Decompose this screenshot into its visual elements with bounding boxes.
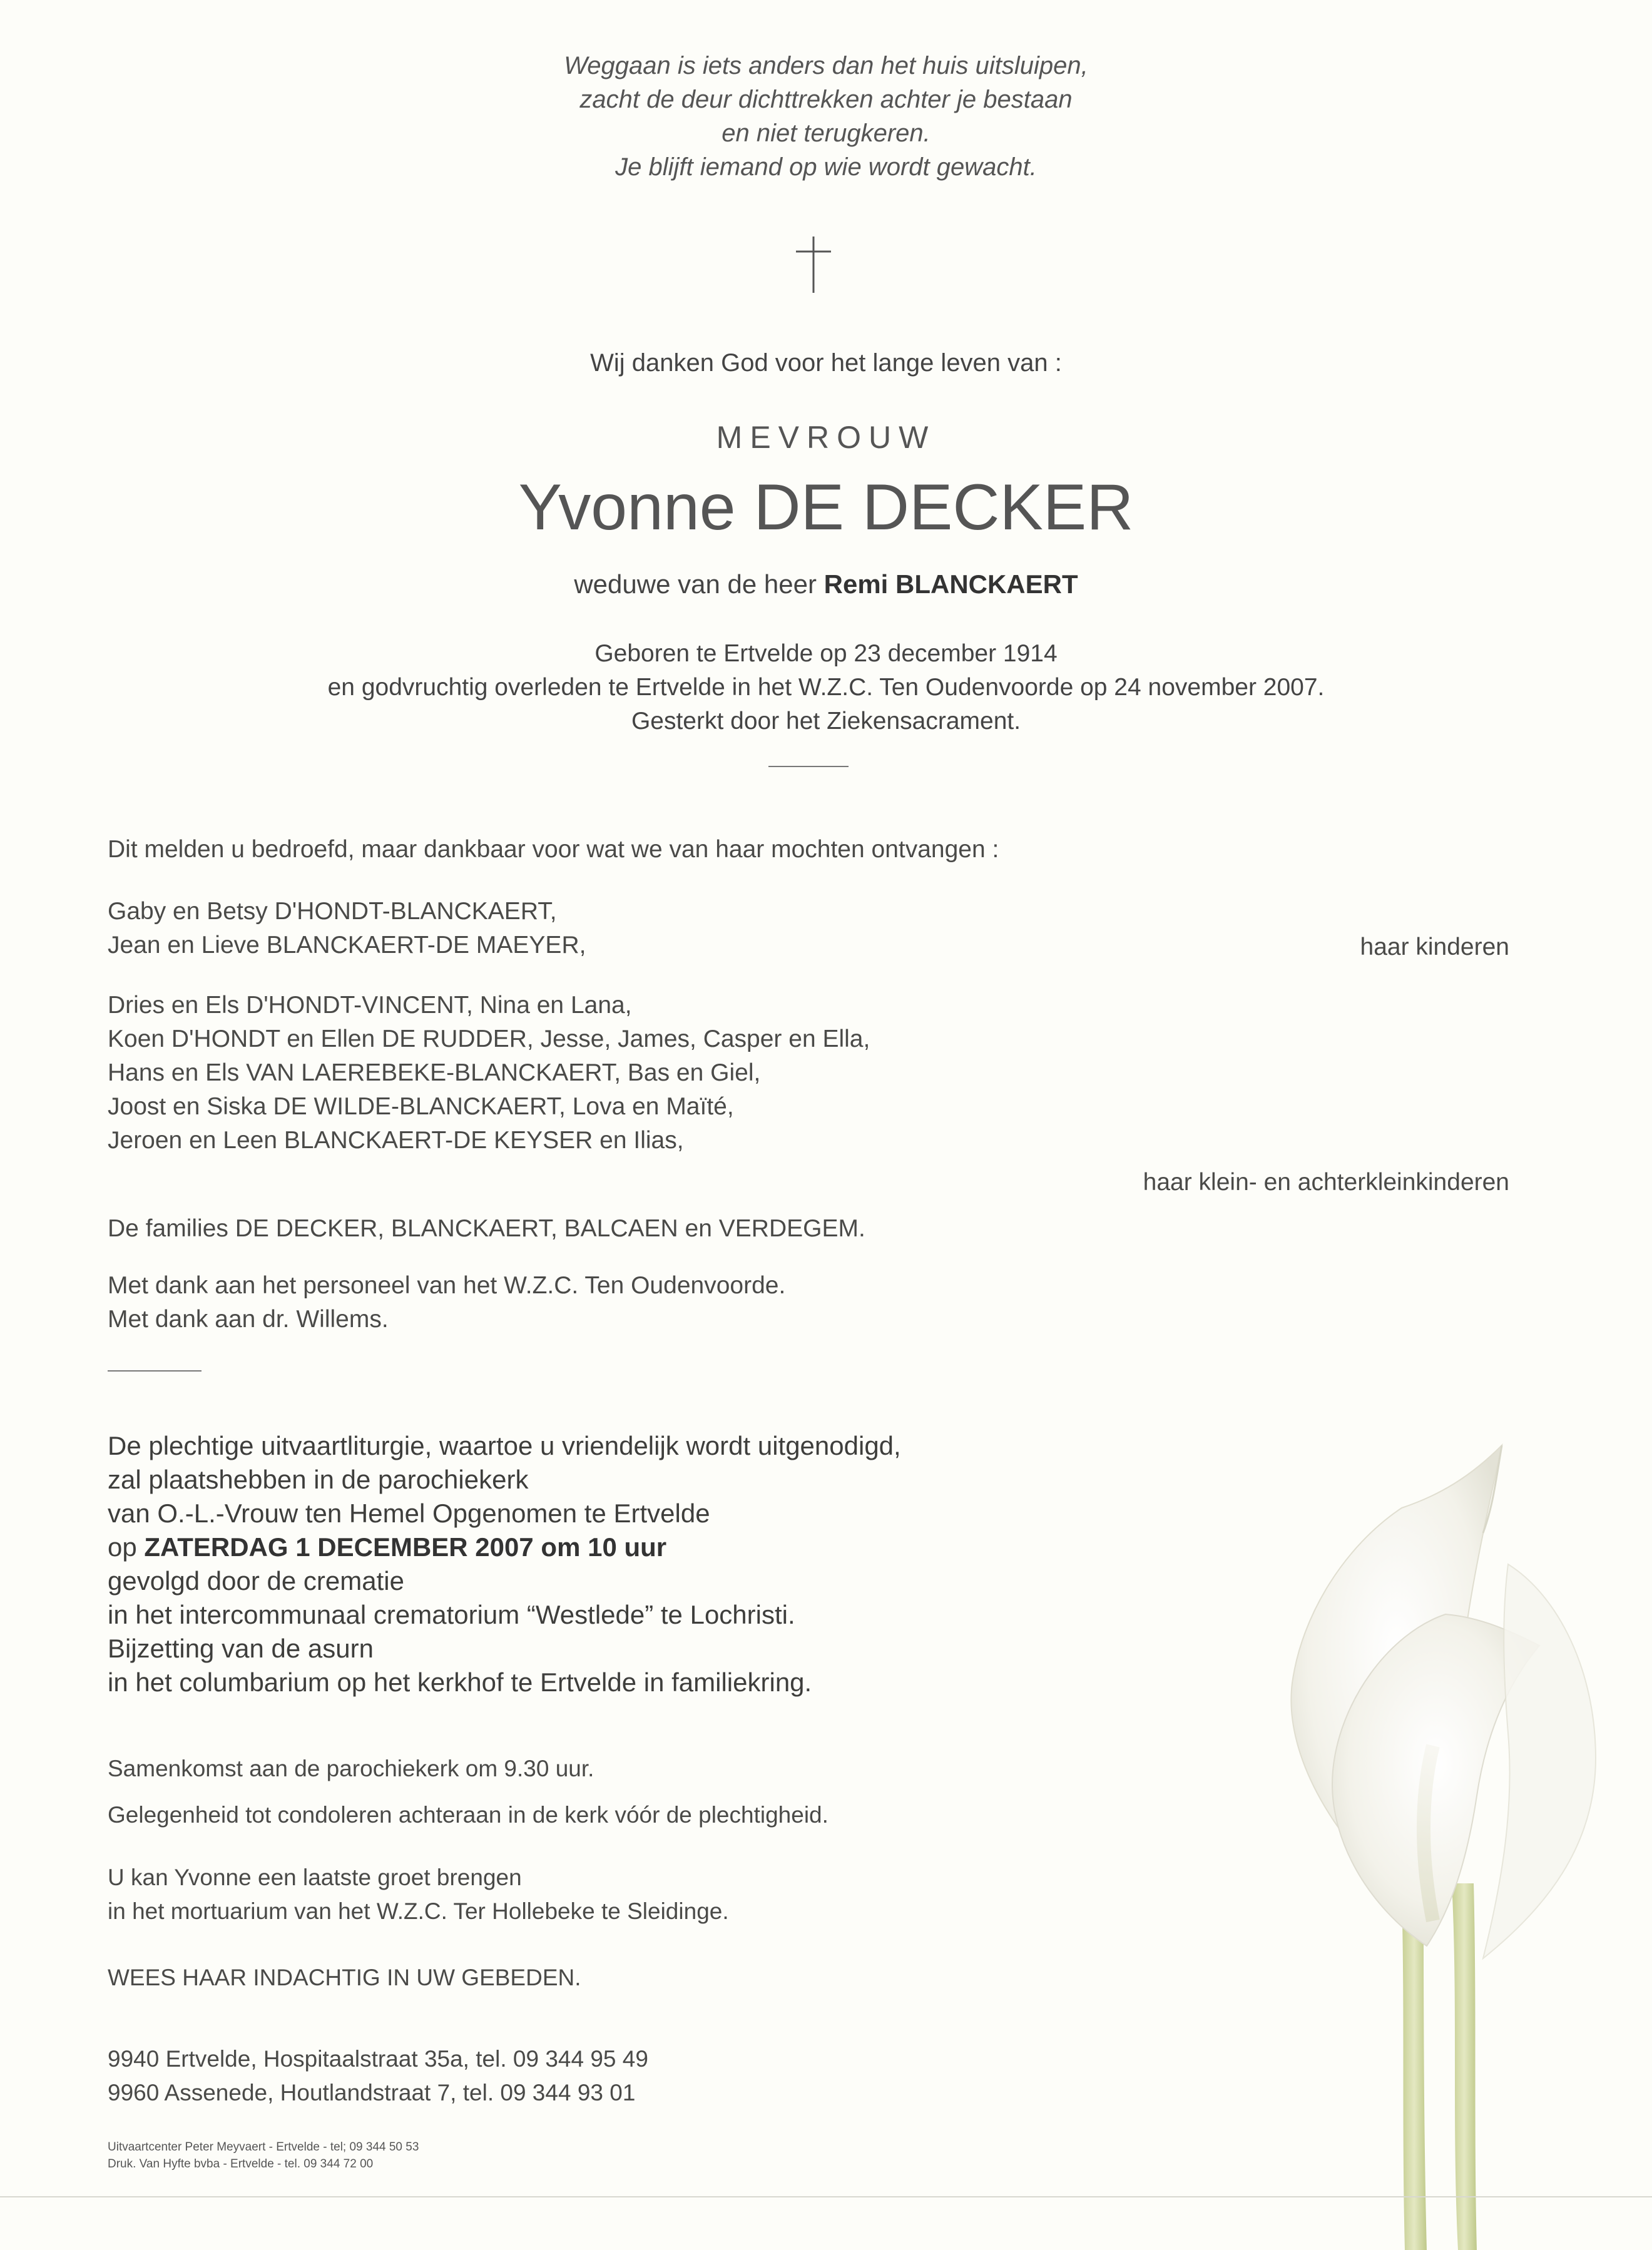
ceremony-line: van O.-L.-Vrouw ten Hemel Opgenomen te Ertvelde: [108, 1499, 710, 1528]
ceremony-line: in het columbarium op het kerkhof te Ertvelde in familiekring.: [108, 1667, 812, 1697]
cross-icon: [788, 233, 839, 295]
farewell-line: in het mortuarium van het W.Z.C. Ter Hollebeke te Sleidinge.: [108, 1898, 729, 1924]
condolence-line: Gelegenheid tot condoleren achteraan in de kerk vóór de plechtigheid.: [108, 1802, 829, 1828]
ceremony-date-line: [108, 1530, 901, 1564]
ceremony-line: gevolgd door de crematie: [108, 1566, 404, 1596]
bottom-divider: [0, 2196, 1652, 2197]
list-item: Jeroen en Leen BLANCKAERT-DE KEYSER en Ilias,: [108, 1127, 684, 1154]
sacrament-line: Gesterkt door het Ziekensacrament.: [631, 708, 1021, 735]
farewell: [108, 1861, 729, 1928]
ceremony-line: Bijzetting van de asurn: [108, 1634, 374, 1663]
divider: [768, 766, 849, 767]
credits: [108, 2139, 419, 2172]
ceremony-date: ZATERDAG 1 DECEMBER 2007 om 10 uur: [144, 1532, 667, 1562]
widow-line: [0, 569, 1652, 599]
spouse-name: Remi BLANCKAERT: [823, 569, 1078, 599]
list-item: Koen D'HONDT en Ellen DE RUDDER, Jesse, James, Casper en Ella,: [108, 1026, 870, 1052]
list-item: Dries en Els D'HONDT-VINCENT, Nina en Lana,: [108, 992, 632, 1019]
farewell-line: U kan Yvonne een laatste groet brengen: [108, 1865, 522, 1890]
deceased-name: Yvonne DE DECKER: [518, 471, 1134, 544]
prayer-line: WEES HAAR INDACHTIG IN UW GEBEDEN.: [108, 1965, 581, 1990]
list-item: Hans en Els VAN LAEREBEKE-BLANCKAERT, Bas en Giel,: [108, 1059, 761, 1086]
credit-line: Uitvaartcenter Peter Meyvaert - Ertvelde - tel; 09 344 50 53: [108, 2141, 419, 2154]
poem-line: en niet terugkeren.: [721, 120, 931, 147]
grandchildren-list: [108, 989, 870, 1158]
life-dates: [0, 637, 1652, 738]
calla-lily-image: [1245, 1408, 1652, 2250]
ceremony-line: De plechtige uitvaartliturgie, waartoe u vriendelijk wordt uitgenodigd,: [108, 1431, 901, 1460]
thanks-line: Met dank aan dr. Willems.: [108, 1306, 389, 1333]
death-line: en godvruchtig overleden te Ertvelde in het W.Z.C. Ten Oudenvoorde op 24 november 2007.: [327, 674, 1325, 701]
poem-line: Je blijft iemand op wie wordt gewacht.: [615, 153, 1037, 181]
poem-line: zacht de deur dichttrekken achter je bestaan: [579, 86, 1073, 113]
ceremony-details: [108, 1429, 901, 1699]
announcement: Dit melden u bedroefd, maar dankbaar voor wat we van haar mochten ontvangen :: [108, 836, 999, 863]
widow-prefix: weduwe van de heer: [574, 569, 824, 599]
thanks: [108, 1269, 785, 1336]
list-item: Gaby en Betsy D'HONDT-BLANCKAERT,: [108, 898, 557, 925]
children-label: haar kinderen: [1360, 934, 1509, 960]
credit-line: Druk. Van Hyfte bvba - Ertvelde - tel. 09 344 72 00: [108, 2157, 374, 2171]
thanks-line: Met dank aan het personeel van het W.Z.C. Ten Oudenvoorde.: [108, 1272, 786, 1299]
intro-text: Wij danken God voor het lange leven van :: [590, 349, 1062, 377]
ceremony-line: in het intercommunaal crematorium “Westlede” te Lochristi.: [108, 1600, 795, 1629]
addresses: [108, 2042, 648, 2110]
ceremony-prefix: op: [108, 1532, 145, 1562]
birth-line: Geboren te Ertvelde op 23 december 1914: [594, 640, 1058, 667]
poem-line: Weggaan is iets anders dan het huis uitsluipen,: [564, 52, 1088, 79]
poem: [0, 49, 1652, 184]
ceremony-line: zal plaatshebben in de parochiekerk: [108, 1465, 529, 1494]
families-line: De families DE DECKER, BLANCKAERT, BALCAEN en VERDEGEM.: [108, 1215, 865, 1242]
gathering-line: Samenkomst aan de parochiekerk om 9.30 uur.: [108, 1756, 594, 1781]
grandchildren-label: haar klein- en achterkleinkinderen: [1143, 1169, 1509, 1196]
list-item: Jean en Lieve BLANCKAERT-DE MAEYER,: [108, 932, 586, 959]
address-line: 9960 Assenede, Houtlandstraat 7, tel. 09 344 93 01: [108, 2080, 636, 2105]
divider: [108, 1370, 201, 1372]
list-item: Joost en Siska DE WILDE-BLANCKAERT, Lova en Maïté,: [108, 1093, 734, 1120]
children-list: [108, 895, 586, 962]
address-line: 9940 Ertvelde, Hospitaalstraat 35a, tel. 09 344 95 49: [108, 2046, 648, 2072]
honorific: MEVROUW: [716, 420, 936, 455]
